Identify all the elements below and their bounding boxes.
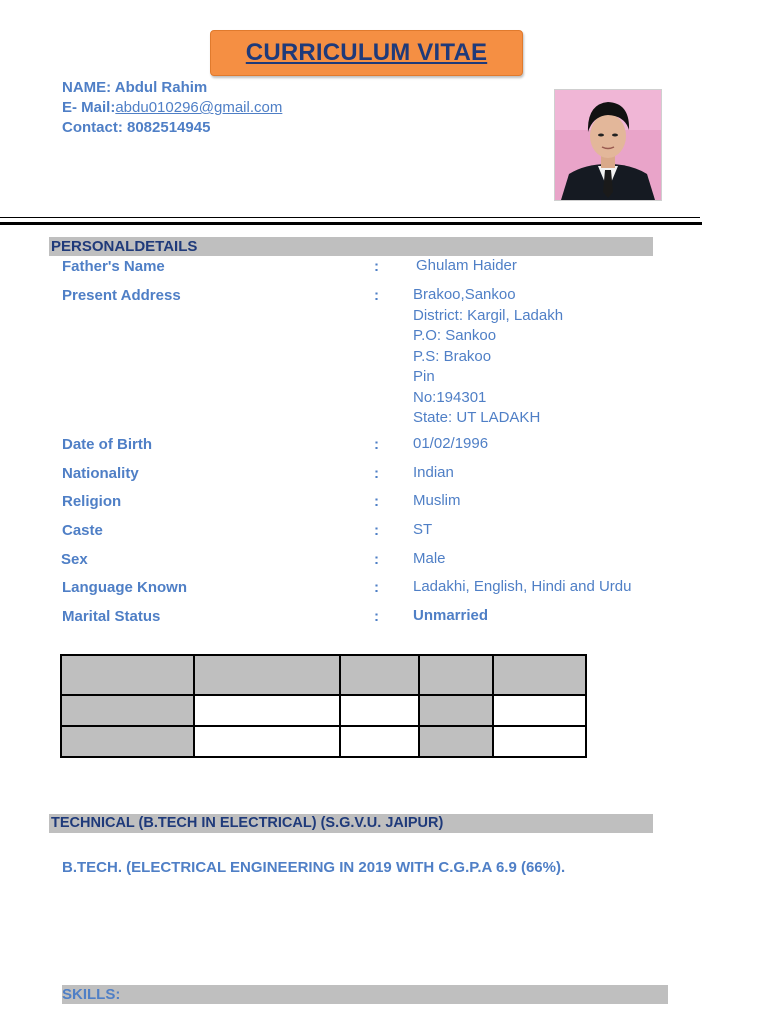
table-cell [61,655,194,695]
email-line [62,98,282,118]
address-label: Present Address [62,287,181,304]
table-cell [419,726,493,757]
cv-title: CURRICULUM VITAE [245,39,488,66]
table-row [61,695,586,726]
address-line: P.O: Sankoo [413,327,497,344]
colon: : [374,551,379,568]
colon: : [374,522,379,539]
dob-label: Date of Birth [62,436,152,453]
divider-thin [0,217,700,218]
table-cell [493,726,586,757]
colon: : [374,287,379,304]
contact-line: Contact: 8082514945 [62,119,211,136]
table-cell [340,695,419,726]
marital-label: Marital Status [62,608,161,625]
personal-details-heading: PERSONALDETAILS [49,237,653,256]
email-label: E- Mail: [62,99,116,116]
address-line: State: UT LADAKH [413,409,541,426]
education-table [60,654,587,758]
table-cell [419,695,493,726]
name-line: NAME: Abdul Rahim [62,79,208,96]
table-cell [340,655,419,695]
btech-detail: B.TECH. (ELECTRICAL ENGINEERING IN 2019 WITH C.G.P.A 6.9 (66%). [62,859,566,876]
religion-label: Religion [62,493,122,510]
colon: : [374,436,379,453]
table-cell [194,726,340,757]
profile-photo [554,89,662,201]
address-line: Pin [413,368,435,385]
table-cell [340,726,419,757]
table-cell [61,695,194,726]
marital-value: Unmarried [413,607,489,624]
colon: : [374,493,379,510]
table-row [61,726,586,757]
technical-heading: TECHNICAL (B.TECH IN ELECTRICAL) (S.G.V.U. JAIPUR) [49,814,653,833]
address-line: No:194301 [413,388,487,406]
table-row [61,655,586,695]
fathers-name-value: Ghulam Haider [416,257,517,274]
table-cell [419,655,493,695]
table-cell [493,695,586,726]
fathers-name-label: Father's Name [62,258,165,275]
divider-thick [0,222,702,225]
caste-label: Caste [62,522,103,539]
colon: : [374,579,379,596]
language-value: Ladakhi, English, Hindi and Urdu [413,578,632,595]
address-line: District: Kargil, Ladakh [413,306,564,324]
table-cell [194,655,340,695]
table-cell [194,695,340,726]
caste-value: ST [413,521,433,538]
dob-value: 01/02/1996 [413,435,489,452]
email-link[interactable]: abdu010296@gmail.com [115,99,283,116]
religion-value: Muslim [413,492,461,509]
nationality-label: Nationality [62,465,139,482]
address-line: P.S: Brakoo [413,347,492,365]
colon: : [374,258,379,275]
sex-label: Sex [61,551,88,568]
cv-title-box [210,30,523,76]
address-value [413,285,563,429]
sex-value: Male [413,550,446,567]
skills-heading: SKILLS: [62,985,668,1004]
colon: : [374,465,379,482]
address-line: Brakoo,Sankoo [413,286,516,303]
colon: : [374,608,379,625]
table-cell [493,655,586,695]
nationality-value: Indian [413,464,454,481]
table-cell [61,726,194,757]
language-label: Language Known [62,579,187,596]
